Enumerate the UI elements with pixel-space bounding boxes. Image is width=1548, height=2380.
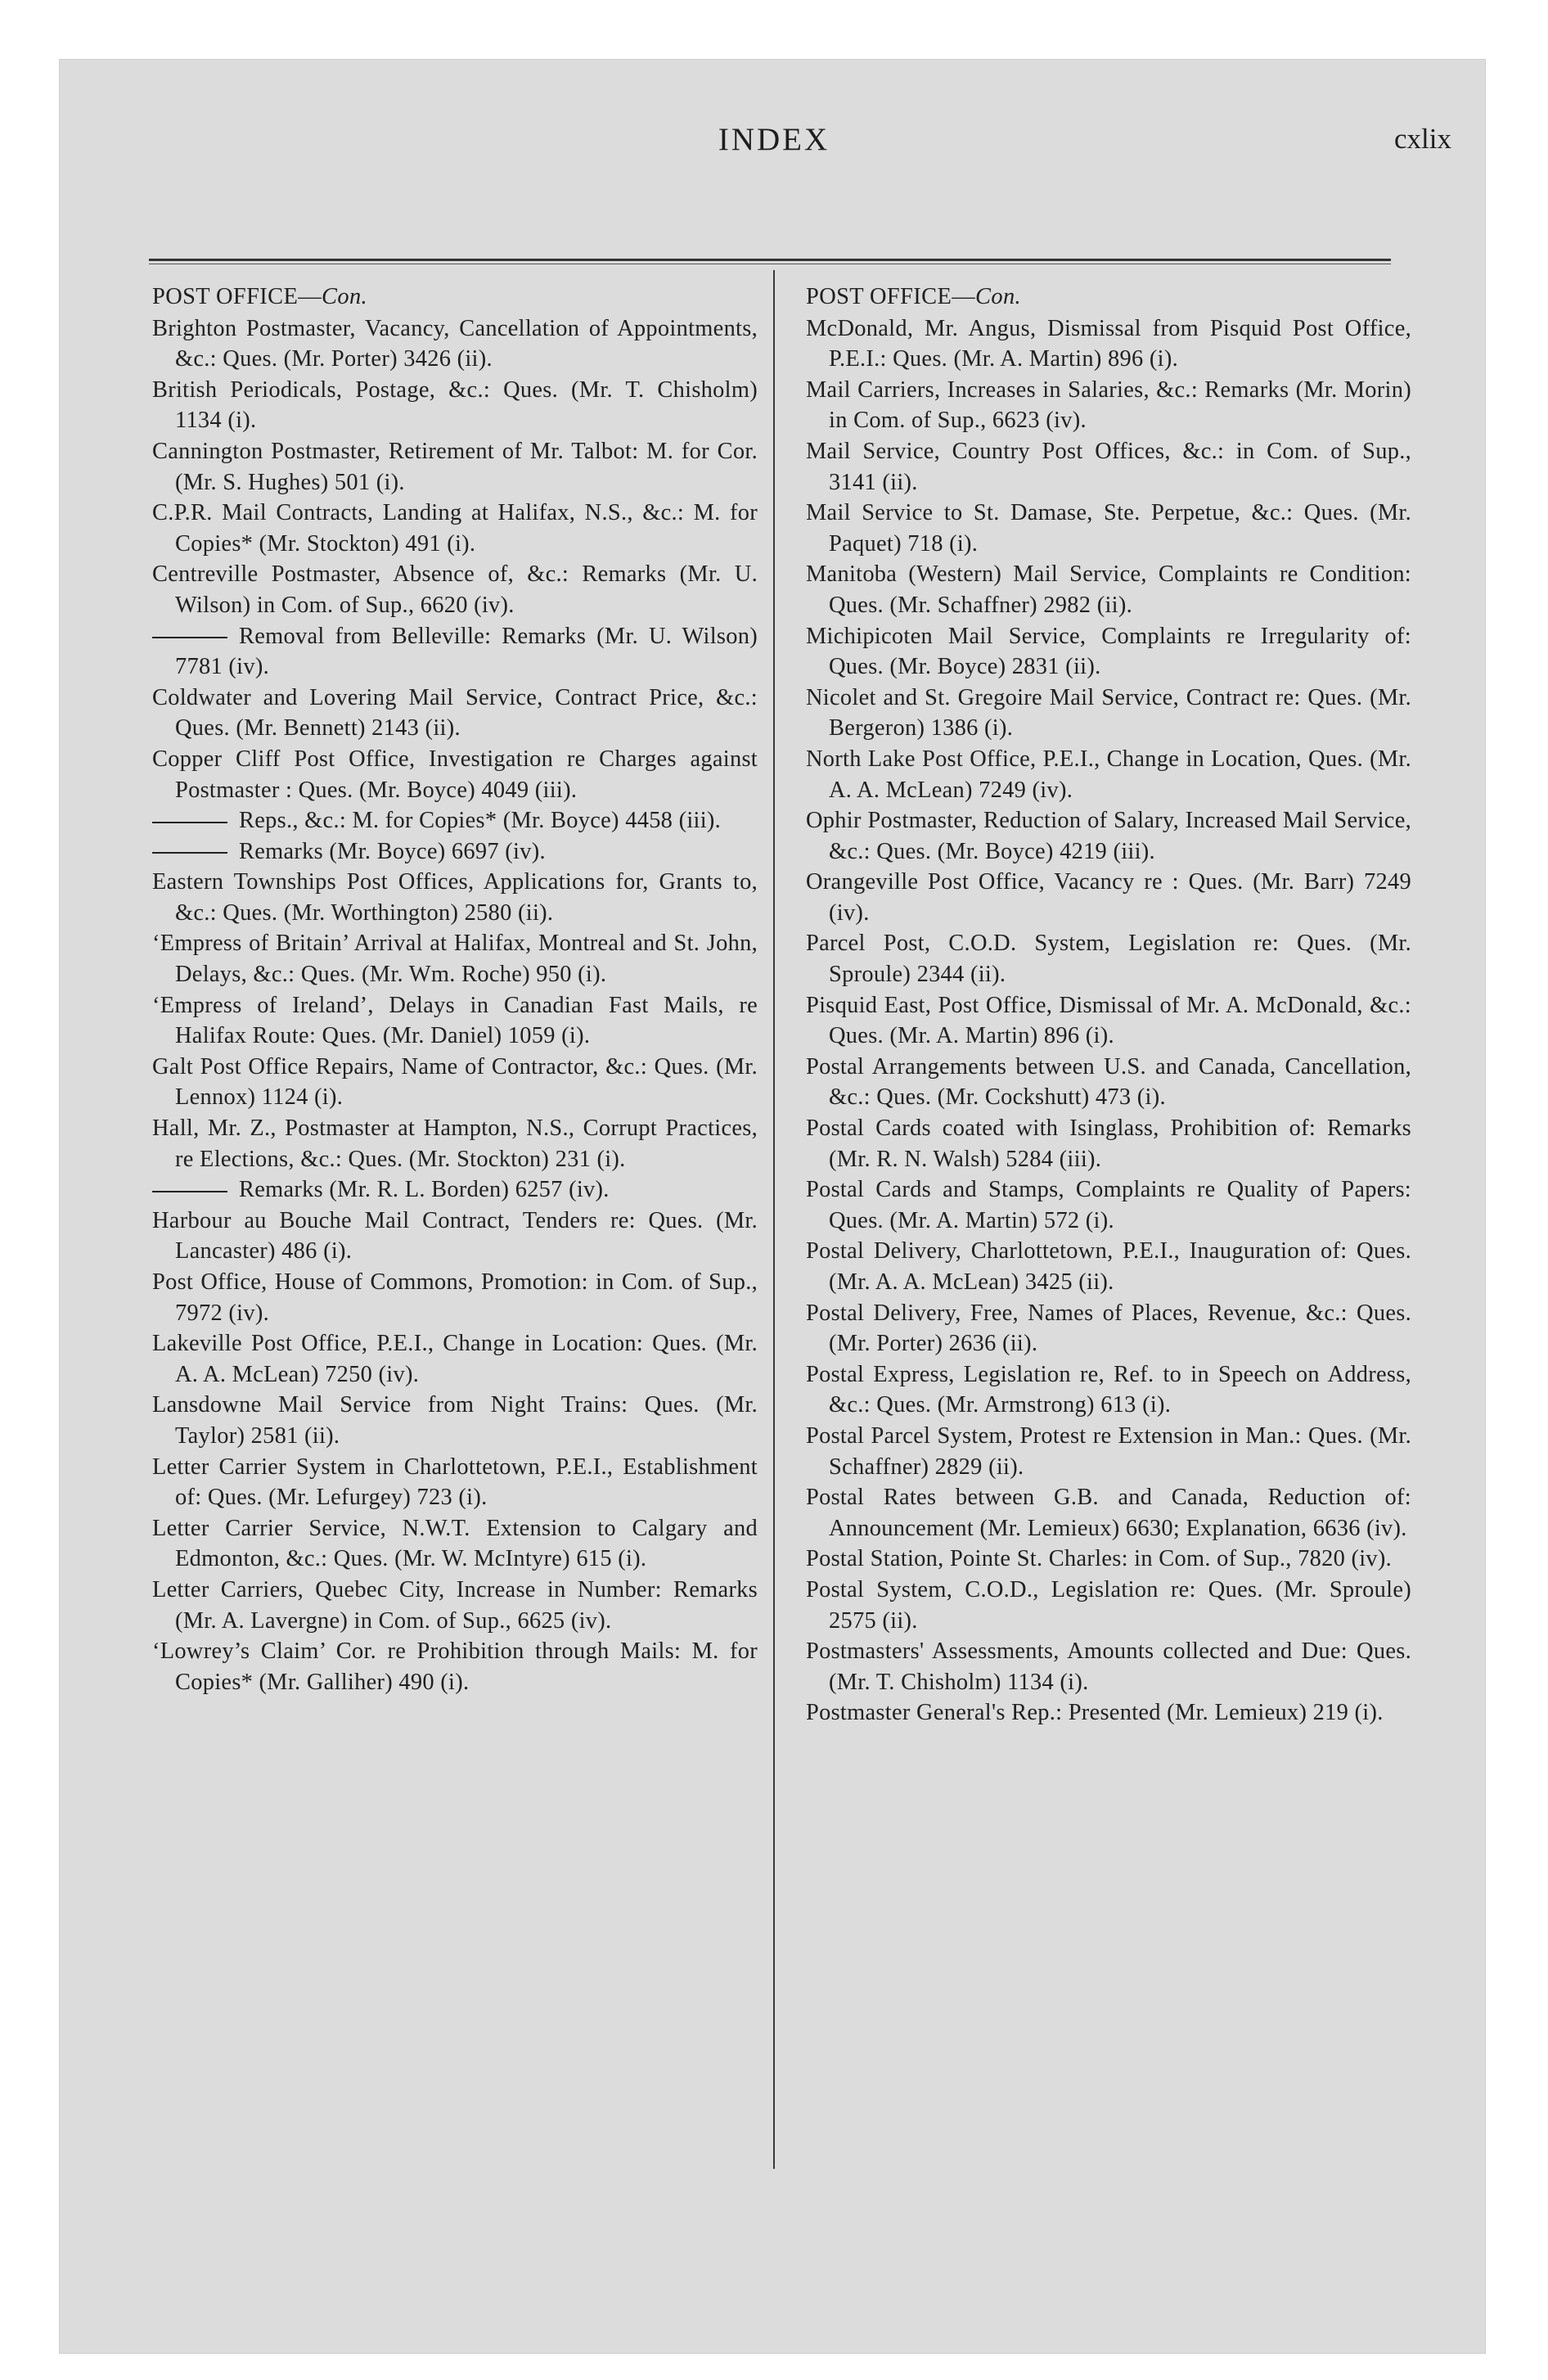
index-entry: Letter Carriers, Quebec City, Increase in Number: Remarks (Mr. A. Lavergne) in Com. of Sup., 6625 (iv). bbox=[152, 1576, 758, 1634]
index-entry: Michipicoten Mail Service, Complaints re Irregularity of: Ques. (Mr. Boyce) 2831 (ii). bbox=[806, 623, 1411, 680]
index-entry: Postal Cards coated with Isinglass, Prohibition of: Remarks (Mr. R. N. Walsh) 5284 (iii). bbox=[806, 1116, 1411, 1172]
index-entry: Harbour au Bouche Mail Contract, Tenders re: Ques. (Mr. Lancaster) 486 (i). bbox=[152, 1207, 758, 1264]
index-entry: Postal Rates between G.B. and Canada, Reduction of: Announcement (Mr. Lemieux) 6630; Explanation, 6636 (iv). bbox=[806, 1485, 1411, 1541]
index-entry: Postal Express, Legislation re, Ref. to in Speech on Address, &c.: Ques. (Mr. Armstrong) 613 (i). bbox=[806, 1361, 1411, 1418]
heading-text: POST OFFICE— bbox=[806, 284, 976, 309]
right-entry-list bbox=[806, 313, 1411, 1729]
left-entry-list bbox=[152, 313, 758, 1698]
index-entry: Copper Cliff Post Office, Investigation re Charges against Postmaster : Ques. (Mr. Boyce) 4049 (iii). bbox=[152, 746, 758, 803]
index-entry: Postal Parcel System, Protest re Extension in Man.: Ques. (Mr. Schaffner) 2829 (ii). bbox=[806, 1422, 1411, 1480]
index-entry: Post Office, House of Commons, Promotion: in Com. of Sup., 7972 (iv). bbox=[152, 1269, 758, 1326]
right-column bbox=[806, 282, 1411, 1729]
index-entry: Lansdowne Mail Service from Night Trains: Ques. (Mr. Taylor) 2581 (ii). bbox=[152, 1392, 758, 1449]
index-entry: Nicolet and St. Gregoire Mail Service, Contract re: Ques. (Mr. Bergeron) 1386 (i). bbox=[806, 684, 1411, 741]
index-entry: Galt Post Office Repairs, Name of Contractor, &c.: Ques. (Mr. Lennox) 1124 (i). bbox=[152, 1053, 758, 1111]
index-entry: Orangeville Post Office, Vacancy re : Ques. (Mr. Barr) 7249 (iv). bbox=[806, 869, 1411, 926]
heading-continued: Con. bbox=[975, 284, 1022, 309]
page-title: INDEX bbox=[718, 122, 830, 157]
index-entry: Lakeville Post Office, P.E.I., Change in Location: Ques. (Mr. A. A. McLean) 7250 (iv). bbox=[152, 1331, 758, 1387]
index-subentry: Remarks (Mr. R. L. Borden) 6257 (iv). bbox=[152, 1174, 758, 1206]
index-entry: Postal Delivery, Free, Names of Places, Revenue, &c.: Ques. (Mr. Porter) 2636 (ii). bbox=[806, 1300, 1411, 1357]
index-entry: Postal Cards and Stamps, Complaints re Quality of Papers: Ques. (Mr. A. Martin) 572 (i). bbox=[806, 1177, 1411, 1233]
heading-continued: Con. bbox=[322, 284, 368, 309]
index-entry: Manitoba (Western) Mail Service, Complaints re Condition: Ques. (Mr. Schaffner) 2982 (ii). bbox=[806, 561, 1411, 618]
index-entry: Mail Service to St. Damase, Ste. Perpetue, &c.: Ques. (Mr. Paquet) 718 (i). bbox=[806, 500, 1411, 557]
index-entry: Centreville Postmaster, Absence of, &c.: Remarks (Mr. U. Wilson) in Com. of Sup., 6620 (iv). bbox=[152, 561, 758, 618]
index-subentry: Reps., &c.: M. for Copies* (Mr. Boyce) 4458 (iii). bbox=[152, 805, 758, 836]
index-entry: North Lake Post Office, P.E.I., Change in Location, Ques. (Mr. A. A. McLean) 7249 (iv). bbox=[806, 746, 1411, 803]
index-entry: Postal Station, Pointe St. Charles: in Com. of Sup., 7820 (iv). bbox=[806, 1546, 1393, 1572]
heading-text: POST OFFICE— bbox=[152, 284, 322, 309]
index-entry: Mail Carriers, Increases in Salaries, &c.: Remarks (Mr. Morin) in Com. of Sup., 6623 (iv). bbox=[806, 376, 1411, 434]
index-entry: Postal System, C.O.D., Legislation re: Ques. (Mr. Sproule) 2575 (ii). bbox=[806, 1576, 1411, 1634]
right-column-heading bbox=[806, 282, 1411, 313]
index-subentry: Remarks (Mr. Boyce) 6697 (iv). bbox=[152, 836, 758, 868]
index-entry: Postal Delivery, Charlottetown, P.E.I., Inauguration of: Ques. (Mr. A. A. McLean) 3425 (ii). bbox=[806, 1238, 1411, 1295]
left-column-heading bbox=[152, 282, 758, 313]
index-entry: Letter Carrier System in Charlottetown, P.E.I., Establishment of: Ques. (Mr. Lefurgey) 723 (i). bbox=[152, 1454, 758, 1511]
index-entry: ‘Empress of Britain’ Arrival at Halifax, Montreal and St. John, Delays, &c.: Ques. (Mr. Wm. Roche) 950 (i). bbox=[152, 931, 758, 988]
index-entry: British Periodicals, Postage, &c.: Ques. (Mr. T. Chisholm) 1134 (i). bbox=[152, 376, 758, 434]
header-rule bbox=[149, 259, 1391, 264]
column-divider bbox=[773, 270, 775, 2169]
index-entry: Postmasters' Assessments, Amounts collected and Due: Ques. (Mr. T. Chisholm) 1134 (i). bbox=[806, 1639, 1411, 1695]
index-entry: C.P.R. Mail Contracts, Landing at Halifax, N.S., &c.: M. for Copies* (Mr. Stockton) 491 (i). bbox=[152, 500, 758, 557]
index-entry: Cannington Postmaster, Retirement of Mr. Talbot: M. for Cor. (Mr. S. Hughes) 501 (i). bbox=[152, 438, 758, 495]
index-entry: ‘Lowrey’s Claim’ Cor. re Prohibition through Mails: M. for Copies* (Mr. Galliher) 490 (i). bbox=[152, 1639, 758, 1695]
index-entry: Postal Arrangements between U.S. and Canada, Cancellation, &c.: Ques. (Mr. Cockshutt) 473 (i). bbox=[806, 1053, 1411, 1111]
page-number: cxlix bbox=[1394, 123, 1451, 155]
index-entry: Brighton Postmaster, Vacancy, Cancellation of Appointments, &c.: Ques. (Mr. Porter) 3426 (ii). bbox=[152, 315, 758, 372]
index-entry: ‘Empress of Ireland’, Delays in Canadian Fast Mails, re Halifax Route: Ques. (Mr. Daniel) 1059 (i). bbox=[152, 992, 758, 1049]
index-subentry: Removal from Belleville: Remarks (Mr. U. Wilson) 7781 (iv). bbox=[152, 621, 758, 683]
index-entry: McDonald, Mr. Angus, Dismissal from Pisquid Post Office, P.E.I.: Ques. (Mr. A. Martin) 896 (i). bbox=[806, 315, 1411, 372]
left-column bbox=[152, 282, 758, 1697]
index-entry: Mail Service, Country Post Offices, &c.: in Com. of Sup., 3141 (ii). bbox=[806, 438, 1411, 495]
index-entry: Ophir Postmaster, Reduction of Salary, Increased Mail Service, &c.: Ques. (Mr. Boyce) 4219 (iii). bbox=[806, 808, 1411, 864]
index-entry: Letter Carrier Service, N.W.T. Extension to Calgary and Edmonton, &c.: Ques. (Mr. W. McIntyre) 615 (i). bbox=[152, 1515, 758, 1572]
index-entry: Eastern Townships Post Offices, Applications for, Grants to, &c.: Ques. (Mr. Worthington) 2580 (ii). bbox=[152, 869, 758, 926]
index-entry: Pisquid East, Post Office, Dismissal of Mr. A. McDonald, &c.: Ques. (Mr. A. Martin) 896 (i). bbox=[806, 992, 1411, 1049]
index-entry: Coldwater and Lovering Mail Service, Contract Price, &c.: Ques. (Mr. Bennett) 2143 (ii). bbox=[152, 684, 758, 741]
index-entry: Parcel Post, C.O.D. System, Legislation re: Ques. (Mr. Sproule) 2344 (ii). bbox=[806, 931, 1411, 988]
index-entry: Postmaster General's Rep.: Presented (Mr. Lemieux) 219 (i). bbox=[806, 1700, 1384, 1726]
index-entry: Hall, Mr. Z., Postmaster at Hampton, N.S., Corrupt Practices, re Elections, &c.: Ques. (Mr. Stockton) 231 (i). bbox=[152, 1116, 758, 1172]
